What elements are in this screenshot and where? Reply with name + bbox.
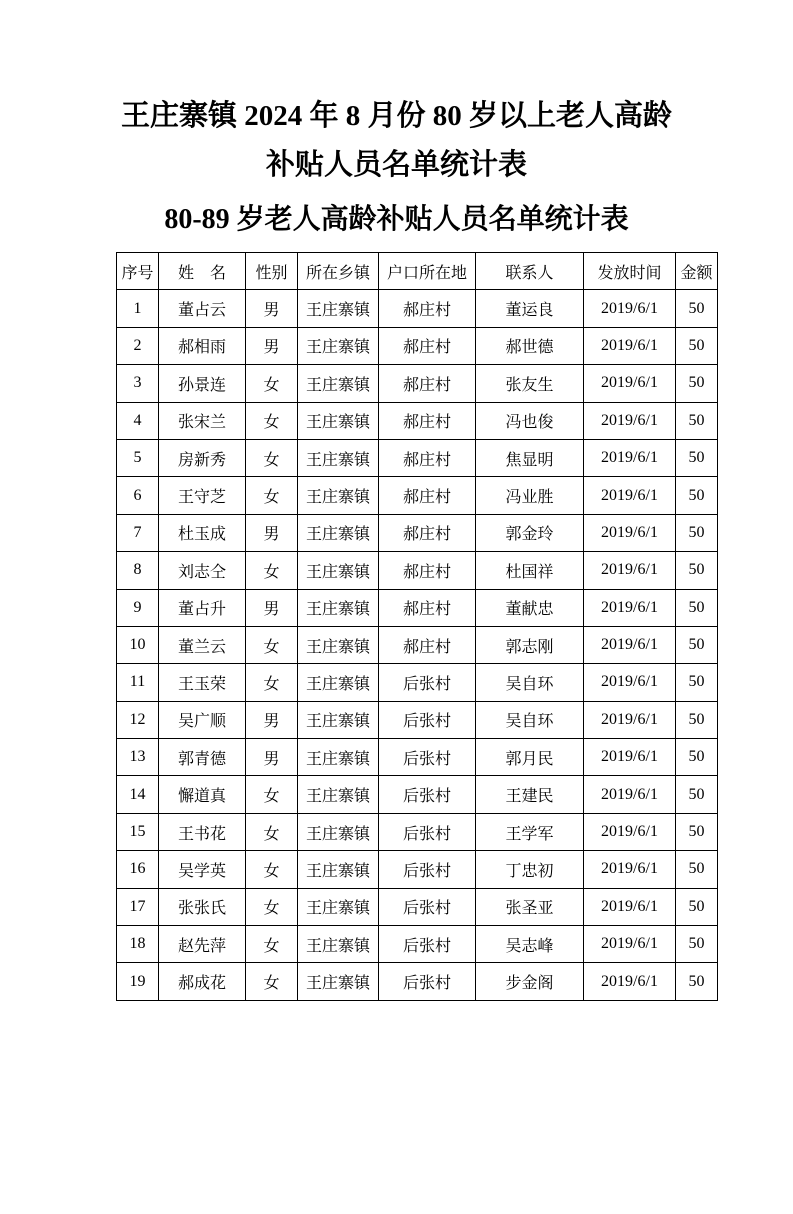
table-row <box>117 514 718 551</box>
table-cell-gender: 男 <box>246 589 298 626</box>
table-cell-household-location: 郝庄村 <box>379 589 476 626</box>
table-cell-issue-date: 2019/6/1 <box>584 402 676 439</box>
table-cell-amount: 50 <box>676 290 718 327</box>
table-cell-amount: 50 <box>676 664 718 701</box>
table-cell-gender: 女 <box>246 365 298 402</box>
table-cell-name: 董兰云 <box>159 626 246 663</box>
table-cell-name: 郭青德 <box>159 739 246 776</box>
header-cell-issue-date: 发放时间 <box>584 253 676 290</box>
table-row <box>117 813 718 850</box>
table-cell-household-location: 郝庄村 <box>379 552 476 589</box>
header-cell-household-location: 户口所在地 <box>379 253 476 290</box>
table-cell-amount: 50 <box>676 701 718 738</box>
table-cell-amount: 50 <box>676 926 718 963</box>
table-cell-gender: 女 <box>246 626 298 663</box>
table-cell-contact: 张圣亚 <box>476 888 584 925</box>
subsidy-roster-table <box>116 252 718 1001</box>
table-cell-issue-date: 2019/6/1 <box>584 963 676 1000</box>
table-cell-gender: 男 <box>246 701 298 738</box>
table-cell-township: 王庄寨镇 <box>298 439 379 476</box>
table-cell-issue-date: 2019/6/1 <box>584 776 676 813</box>
table-cell-gender: 女 <box>246 776 298 813</box>
table-cell-issue-date: 2019/6/1 <box>584 851 676 888</box>
table-cell-contact: 王建民 <box>476 776 584 813</box>
table-cell-gender: 女 <box>246 552 298 589</box>
table-cell-gender: 男 <box>246 290 298 327</box>
document-title-line-2: 补贴人员名单统计表 <box>265 149 527 181</box>
table-cell-amount: 50 <box>676 813 718 850</box>
table-cell-issue-date: 2019/6/1 <box>584 888 676 925</box>
table-cell-index: 19 <box>117 963 159 1000</box>
table-cell-name: 张宋兰 <box>159 402 246 439</box>
table-cell-township: 王庄寨镇 <box>298 626 379 663</box>
table-row <box>117 888 718 925</box>
table-cell-issue-date: 2019/6/1 <box>584 701 676 738</box>
table-row <box>117 439 718 476</box>
table-row <box>117 701 718 738</box>
table-cell-household-location: 郝庄村 <box>379 626 476 663</box>
table-cell-township: 王庄寨镇 <box>298 589 379 626</box>
table-cell-issue-date: 2019/6/1 <box>584 552 676 589</box>
table-cell-contact: 杜国祥 <box>476 552 584 589</box>
table-cell-contact: 郭月民 <box>476 739 584 776</box>
table-row <box>117 626 718 663</box>
table-cell-issue-date: 2019/6/1 <box>584 626 676 663</box>
header-cell-index: 序号 <box>117 253 159 290</box>
table-cell-township: 王庄寨镇 <box>298 402 379 439</box>
table-row <box>117 739 718 776</box>
table-row <box>117 963 718 1000</box>
table-cell-township: 王庄寨镇 <box>298 514 379 551</box>
table-row <box>117 664 718 701</box>
table-cell-amount: 50 <box>676 402 718 439</box>
table-cell-amount: 50 <box>676 888 718 925</box>
table-cell-contact: 焦显明 <box>476 439 584 476</box>
table-cell-issue-date: 2019/6/1 <box>584 664 676 701</box>
table-cell-gender: 女 <box>246 851 298 888</box>
table-cell-contact: 郝世德 <box>476 327 584 364</box>
header-cell-gender: 性别 <box>246 253 298 290</box>
table-cell-name: 张张氏 <box>159 888 246 925</box>
table-cell-name: 王书花 <box>159 813 246 850</box>
table-cell-household-location: 后张村 <box>379 888 476 925</box>
table-row <box>117 290 718 327</box>
table-cell-gender: 男 <box>246 514 298 551</box>
table-cell-household-location: 郝庄村 <box>379 327 476 364</box>
table-cell-contact: 冯业胜 <box>476 477 584 514</box>
table-cell-index: 5 <box>117 439 159 476</box>
table-row <box>117 327 718 364</box>
table-cell-contact: 吴自环 <box>476 664 584 701</box>
table-cell-amount: 50 <box>676 739 718 776</box>
table-cell-township: 王庄寨镇 <box>298 926 379 963</box>
table-cell-gender: 男 <box>246 327 298 364</box>
table-cell-household-location: 后张村 <box>379 664 476 701</box>
table-cell-name: 赵先萍 <box>159 926 246 963</box>
table-cell-amount: 50 <box>676 589 718 626</box>
table-cell-index: 18 <box>117 926 159 963</box>
table-cell-index: 9 <box>117 589 159 626</box>
table-cell-index: 6 <box>117 477 159 514</box>
table-cell-issue-date: 2019/6/1 <box>584 365 676 402</box>
table-cell-amount: 50 <box>676 776 718 813</box>
table-cell-household-location: 后张村 <box>379 739 476 776</box>
table-cell-household-location: 郝庄村 <box>379 290 476 327</box>
table-cell-name: 吴学英 <box>159 851 246 888</box>
table-cell-index: 1 <box>117 290 159 327</box>
table-cell-gender: 女 <box>246 664 298 701</box>
table-cell-index: 11 <box>117 664 159 701</box>
table-cell-contact: 步金阁 <box>476 963 584 1000</box>
table-cell-issue-date: 2019/6/1 <box>584 926 676 963</box>
table-cell-household-location: 郝庄村 <box>379 402 476 439</box>
table-cell-household-location: 后张村 <box>379 813 476 850</box>
table-cell-issue-date: 2019/6/1 <box>584 290 676 327</box>
table-cell-household-location: 郝庄村 <box>379 477 476 514</box>
table-cell-household-location: 郝庄村 <box>379 439 476 476</box>
table-cell-amount: 50 <box>676 327 718 364</box>
table-row <box>117 926 718 963</box>
table-cell-township: 王庄寨镇 <box>298 963 379 1000</box>
table-cell-contact: 董运良 <box>476 290 584 327</box>
table-cell-household-location: 郝庄村 <box>379 365 476 402</box>
table-cell-issue-date: 2019/6/1 <box>584 327 676 364</box>
table-cell-index: 15 <box>117 813 159 850</box>
table-cell-amount: 50 <box>676 626 718 663</box>
table-cell-index: 7 <box>117 514 159 551</box>
table-row <box>117 851 718 888</box>
table-cell-index: 2 <box>117 327 159 364</box>
table-cell-issue-date: 2019/6/1 <box>584 739 676 776</box>
header-cell-amount: 金额 <box>676 253 718 290</box>
table-cell-name: 郝成花 <box>159 963 246 1000</box>
table-cell-amount: 50 <box>676 439 718 476</box>
table-cell-gender: 女 <box>246 963 298 1000</box>
table-cell-name: 董占升 <box>159 589 246 626</box>
table-cell-name: 懈道真 <box>159 776 246 813</box>
table-cell-contact: 郭金玲 <box>476 514 584 551</box>
table-row <box>117 552 718 589</box>
table-cell-gender: 女 <box>246 813 298 850</box>
table-cell-township: 王庄寨镇 <box>298 776 379 813</box>
table-cell-issue-date: 2019/6/1 <box>584 477 676 514</box>
table-cell-name: 王守芝 <box>159 477 246 514</box>
table-cell-name: 王玉荣 <box>159 664 246 701</box>
table-cell-township: 王庄寨镇 <box>298 851 379 888</box>
table-cell-issue-date: 2019/6/1 <box>584 589 676 626</box>
section-subtitle: 80-89 岁老人高龄补贴人员名单统计表 <box>164 204 629 235</box>
table-cell-contact: 董献忠 <box>476 589 584 626</box>
table-cell-index: 12 <box>117 701 159 738</box>
table-cell-gender: 男 <box>246 739 298 776</box>
table-cell-township: 王庄寨镇 <box>298 327 379 364</box>
table-cell-household-location: 郝庄村 <box>379 514 476 551</box>
table-header-row <box>117 253 718 290</box>
table-cell-name: 吴广顺 <box>159 701 246 738</box>
table-cell-issue-date: 2019/6/1 <box>584 813 676 850</box>
document-title <box>40 92 753 190</box>
table-cell-issue-date: 2019/6/1 <box>584 514 676 551</box>
table-cell-name: 房新秀 <box>159 439 246 476</box>
table-cell-issue-date: 2019/6/1 <box>584 439 676 476</box>
table-cell-index: 16 <box>117 851 159 888</box>
table-cell-index: 17 <box>117 888 159 925</box>
table-row <box>117 477 718 514</box>
table-cell-household-location: 后张村 <box>379 963 476 1000</box>
table-cell-index: 10 <box>117 626 159 663</box>
table-cell-contact: 丁忠初 <box>476 851 584 888</box>
table-row <box>117 589 718 626</box>
table-cell-amount: 50 <box>676 552 718 589</box>
table-cell-township: 王庄寨镇 <box>298 552 379 589</box>
table-cell-gender: 女 <box>246 439 298 476</box>
table-cell-township: 王庄寨镇 <box>298 477 379 514</box>
table-cell-name: 孙景连 <box>159 365 246 402</box>
document-title-line-1: 王庄寨镇 2024 年 8 月份 80 岁以上老人高龄 <box>120 100 672 132</box>
table-cell-amount: 50 <box>676 514 718 551</box>
table-cell-index: 4 <box>117 402 159 439</box>
table-cell-index: 13 <box>117 739 159 776</box>
table-cell-township: 王庄寨镇 <box>298 701 379 738</box>
table-cell-contact: 郭志刚 <box>476 626 584 663</box>
table-row <box>117 776 718 813</box>
table-cell-amount: 50 <box>676 365 718 402</box>
table-cell-township: 王庄寨镇 <box>298 290 379 327</box>
table-cell-household-location: 后张村 <box>379 851 476 888</box>
table-cell-name: 郝相雨 <box>159 327 246 364</box>
table-cell-gender: 女 <box>246 477 298 514</box>
header-cell-name: 姓 名 <box>159 253 246 290</box>
table-cell-gender: 女 <box>246 888 298 925</box>
table-cell-contact: 冯也俊 <box>476 402 584 439</box>
table-cell-amount: 50 <box>676 963 718 1000</box>
table-cell-township: 王庄寨镇 <box>298 365 379 402</box>
table-cell-amount: 50 <box>676 851 718 888</box>
table-cell-index: 14 <box>117 776 159 813</box>
table-cell-gender: 女 <box>246 402 298 439</box>
table-cell-gender: 女 <box>246 926 298 963</box>
table-cell-household-location: 后张村 <box>379 701 476 738</box>
table-cell-contact: 吴志峰 <box>476 926 584 963</box>
table-cell-index: 3 <box>117 365 159 402</box>
table-cell-township: 王庄寨镇 <box>298 888 379 925</box>
header-cell-township: 所在乡镇 <box>298 253 379 290</box>
table-row <box>117 402 718 439</box>
table-cell-household-location: 后张村 <box>379 776 476 813</box>
table-row <box>117 365 718 402</box>
table-cell-name: 杜玉成 <box>159 514 246 551</box>
table-cell-name: 董占云 <box>159 290 246 327</box>
table-cell-name: 刘志仝 <box>159 552 246 589</box>
table-cell-contact: 王学军 <box>476 813 584 850</box>
header-cell-contact: 联系人 <box>476 253 584 290</box>
table-cell-township: 王庄寨镇 <box>298 739 379 776</box>
table-cell-index: 8 <box>117 552 159 589</box>
table-cell-township: 王庄寨镇 <box>298 813 379 850</box>
table-cell-township: 王庄寨镇 <box>298 664 379 701</box>
table-cell-contact: 张友生 <box>476 365 584 402</box>
table-cell-household-location: 后张村 <box>379 926 476 963</box>
table-cell-amount: 50 <box>676 477 718 514</box>
table-cell-contact: 吴自环 <box>476 701 584 738</box>
document-page <box>0 92 793 1214</box>
